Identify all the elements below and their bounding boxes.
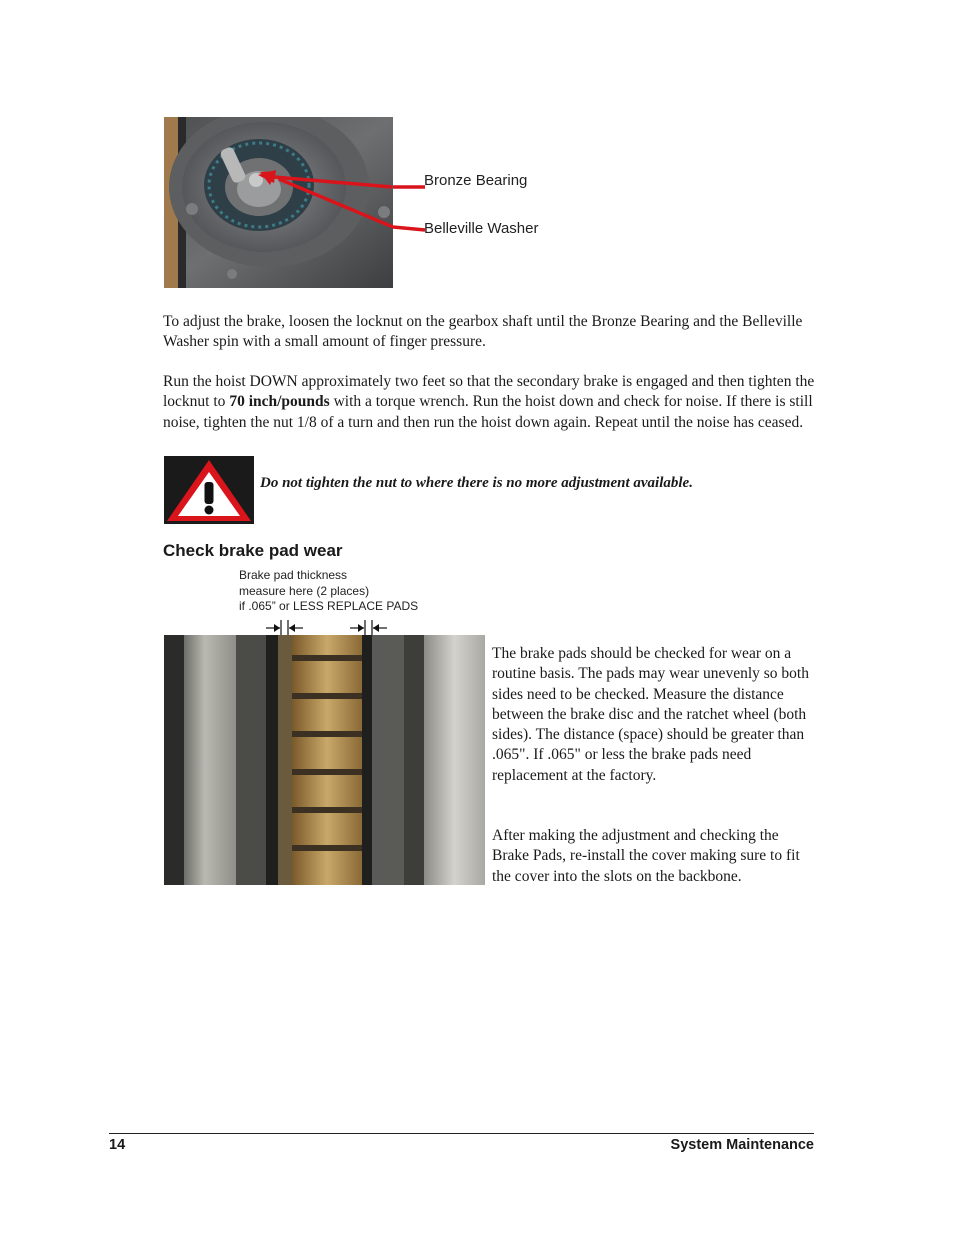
paragraph-run-hoist: Run the hoist DOWN approximately two feet so that the secondary brake is engaged and then tighten the locknut to 70 inch/pounds with a torque wrench. Run the hoist down and check for noise. If there is still noise, tighten the nut 1/8 of a turn and then run the hoist down again. Repeat until the noise has ceased. [163,373,815,431]
paragraph-reinstall-cover: After making the adjustment and checking the Brake Pads, re-install the cover making sure to fit the cover into the slots on the backbone. [492,827,800,885]
figure-note: Brake pad thickness measure here (2 places) if .065” or LESS REPLACE PADS [239,568,419,613]
gearbox-photo [164,117,393,288]
torque-value: 70 inch/pounds [229,393,330,411]
callout-belleville-washer: Belleville Washer [424,220,539,237]
page-number: 14 [109,1137,126,1153]
warning-triangle-icon [164,456,254,524]
footer-section-title: System Maintenance [670,1137,814,1153]
paragraph-brake-pads: The brake pads should be checked for wear on a routine basis. The pads may wear unevenly so both sides need to be checked. Measure the distance between the brake disc and the ratchet wheel (both sides). The distance (space) should be greater than .065". If .065" or less the brake pads need replacement at the factory. [492,645,809,784]
warning-text: Do not tighten the nut to where there is no more adjustment available. [260,475,693,491]
warning-icon-box [164,456,254,524]
brake-pad-photo [164,635,485,885]
paragraph-adjust-brake: To adjust the brake, loosen the locknut on the gearbox shaft until the Bronze Bearing and the Belleville Washer spin with a small amount of finger pressure. [163,313,803,351]
callout-bronze-bearing: Bronze Bearing [424,172,528,189]
gearbox-photo-drawing [164,117,393,288]
footer-rule [109,1133,814,1134]
brake-pad-photo-drawing [164,635,485,885]
section-heading: Check brake pad wear [163,541,343,560]
